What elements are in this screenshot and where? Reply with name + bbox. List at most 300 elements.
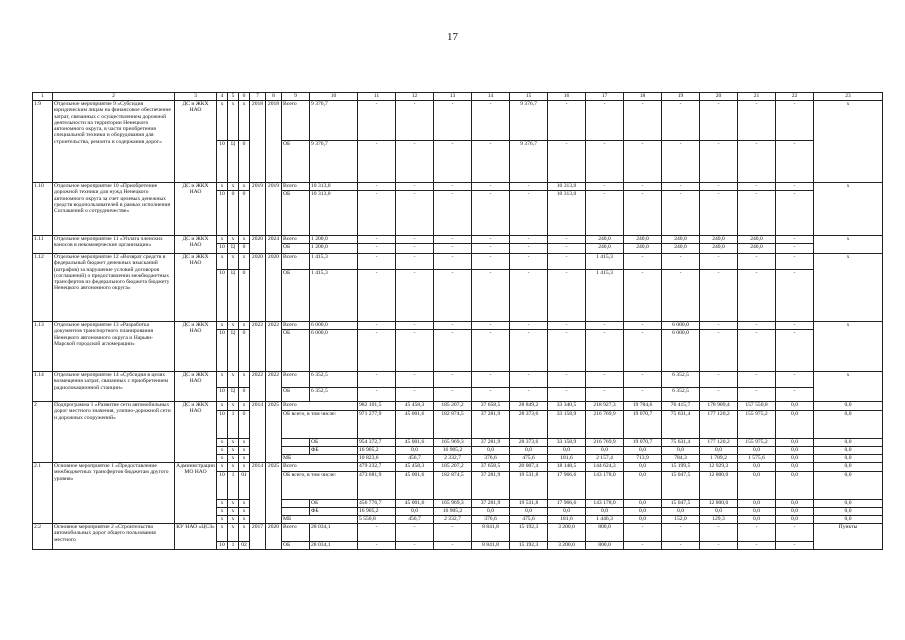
year-end: 2020 bbox=[266, 254, 282, 322]
activity-row bbox=[33, 101, 883, 141]
amount-cell: 2 332,7 bbox=[434, 455, 472, 463]
amount-cell: 0,0 bbox=[624, 500, 662, 508]
amount-cell: 76 415,7 bbox=[662, 402, 700, 411]
amount-cell: 20 007,4 bbox=[510, 463, 548, 472]
code-cell: х bbox=[228, 524, 239, 542]
indent-cell bbox=[282, 439, 310, 447]
column-number-cell: 3 bbox=[175, 93, 217, 101]
amount-cell: 45 458,3 bbox=[396, 463, 434, 472]
amount-cell: 75 631,4 bbox=[662, 411, 700, 439]
amount-cell: 0,0 bbox=[510, 447, 548, 455]
activity-name: Отдельное мероприятие 13 «Разработка документов транспортного планирования Ненецкого автономного округа и Нарьян-Марской городской агломерации» bbox=[53, 322, 175, 372]
amount-cell: 0,0 bbox=[396, 447, 434, 455]
amount-cell: - bbox=[358, 322, 396, 330]
code-cell: Ц bbox=[228, 141, 239, 183]
amount-cell: 16 905,2 bbox=[358, 447, 396, 455]
amount-cell: 5 550,8 bbox=[358, 516, 396, 524]
result-cell: х bbox=[814, 322, 883, 372]
amount-cell: - bbox=[434, 322, 472, 330]
result-cell: х bbox=[814, 101, 883, 183]
executor: ДС и ЖКХ НАО bbox=[175, 183, 217, 236]
activity-name: Основное мероприятие 1 «Предоставление межбюджетных трансфертов бюджетам другого уровня» bbox=[53, 463, 175, 524]
amount-cell: 28 373,6 bbox=[510, 439, 548, 447]
column-number-cell: 20 bbox=[700, 93, 738, 101]
funding-type: ОБ всего, в том числе: bbox=[282, 411, 358, 439]
row-number: 1.9 bbox=[33, 101, 53, 183]
amount-cell: - bbox=[776, 236, 814, 244]
amount-cell: - bbox=[548, 322, 586, 330]
column-number-cell: 4 bbox=[217, 93, 228, 101]
amount-cell: 0,0 bbox=[624, 508, 662, 516]
amount-cell: - bbox=[510, 270, 548, 322]
code-cell: 10 bbox=[217, 411, 228, 439]
amount-cell: 0,0 bbox=[700, 508, 738, 516]
amount-cell: 33 158,9 bbox=[548, 439, 586, 447]
activity-name: Отдельное мероприятие 14 «Субсидия в целях возмещения затрат, связанных с приобретением радиолокационной станции» bbox=[53, 372, 175, 402]
amount-cell: 1 200,0 bbox=[310, 244, 358, 254]
amount-cell: 0,0 bbox=[776, 516, 814, 524]
code-cell: х bbox=[239, 236, 250, 244]
column-number-cell: 11 bbox=[358, 93, 396, 101]
amount-cell: - bbox=[396, 191, 434, 236]
amount-cell: - bbox=[548, 388, 586, 402]
amount-cell: - bbox=[434, 330, 472, 372]
activity-row bbox=[33, 183, 883, 191]
amount-cell: 28 034,1 bbox=[310, 542, 358, 550]
amount-cell: - bbox=[434, 524, 472, 542]
activity-row bbox=[33, 372, 883, 388]
code-cell: х bbox=[239, 254, 250, 270]
amount-cell: 155 975,2 bbox=[738, 411, 776, 439]
funding-type: ФБ bbox=[310, 447, 358, 455]
executor: ДС и ЖКХ НАО bbox=[175, 236, 217, 254]
amount-cell: - bbox=[624, 270, 662, 322]
amount-cell: 0,0 bbox=[814, 463, 883, 472]
amount-cell: 181,6 bbox=[548, 516, 586, 524]
amount-cell: 8 841,8 bbox=[472, 542, 510, 550]
amount-cell: 1 415,3 bbox=[310, 254, 358, 270]
amount-cell: 45 001,6 bbox=[396, 411, 434, 439]
amount-cell: 6 000,0 bbox=[662, 330, 700, 372]
activity-name: Отдельное мероприятие 10 «Приобретение дорожной техники для нужд Ненецкого автономного округа за счет целевых денежных средств водопользователей в рамках исполнения Соглашений о сотрудничестве» bbox=[53, 183, 175, 236]
amount-cell: 144 624,3 bbox=[586, 463, 624, 472]
year-end: 2025 bbox=[266, 463, 282, 524]
amount-cell: - bbox=[776, 330, 814, 372]
amount-cell: - bbox=[776, 388, 814, 402]
amount-cell: 37 281,9 bbox=[472, 411, 510, 439]
code-cell: х bbox=[239, 372, 250, 388]
column-number-cell: 6 bbox=[239, 93, 250, 101]
amount-cell: - bbox=[738, 101, 776, 141]
amount-cell: - bbox=[472, 254, 510, 270]
activity-name: Подпрограмма 1 «Развитие сети автомобильных дорог местного значения, улично-дорожной сети и дорожных сооружений» bbox=[53, 402, 175, 463]
amount-cell: - bbox=[738, 254, 776, 270]
amount-cell: 37 658,5 bbox=[472, 402, 510, 411]
code-cell: х bbox=[228, 516, 239, 524]
amount-cell: - bbox=[472, 322, 510, 330]
column-number-cell: 1 bbox=[33, 93, 53, 101]
code-cell: х bbox=[239, 508, 250, 516]
amount-cell: - bbox=[434, 372, 472, 388]
amount-cell: 15 192,3 bbox=[510, 542, 548, 550]
amount-cell: 33 340,5 bbox=[548, 402, 586, 411]
amount-cell: 37 281,9 bbox=[472, 439, 510, 447]
column-number-cell: 7 bbox=[250, 93, 266, 101]
amount-cell: - bbox=[738, 542, 776, 550]
amount-cell: 0,0 bbox=[776, 500, 814, 508]
code-cell: х bbox=[228, 183, 239, 191]
amount-cell: 971 277,9 bbox=[358, 411, 396, 439]
amount-cell: - bbox=[510, 388, 548, 402]
amount-cell: - bbox=[434, 542, 472, 550]
activity-name: Отдельное мероприятие 12 «Возврат средств в федеральный бюджет денежных взысканий (штрафов) за нарушение условий договоров (соглашений) о предоставлении межбюджетных трансфертов из федерального бюджета бюджету Ненецкого автономного округа» bbox=[53, 254, 175, 322]
program-row bbox=[33, 402, 883, 411]
amount-cell: 0,0 bbox=[814, 516, 883, 524]
amount-cell: - bbox=[776, 270, 814, 322]
amount-cell: 152,0 bbox=[662, 516, 700, 524]
column-number-cell: 22 bbox=[776, 93, 814, 101]
code-cell: х bbox=[228, 447, 239, 455]
year-start: 2020 bbox=[250, 236, 266, 254]
code-cell: х bbox=[239, 402, 250, 411]
executor: КУ НАО «ЦСЗ» bbox=[175, 524, 217, 550]
activity-row bbox=[33, 254, 883, 270]
amount-cell: 15 047,5 bbox=[662, 472, 700, 500]
amount-cell: 6 352,5 bbox=[310, 372, 358, 388]
amount-cell: 10 313,0 bbox=[310, 191, 358, 236]
amount-cell: 9 376,7 bbox=[510, 101, 548, 141]
amount-cell: - bbox=[358, 101, 396, 141]
amount-cell: 37 658,5 bbox=[472, 463, 510, 472]
code-cell: 0 bbox=[228, 191, 239, 236]
year-end: 2025 bbox=[266, 402, 282, 463]
amount-cell: 1 575,6 bbox=[738, 455, 776, 463]
amount-cell: - bbox=[396, 183, 434, 191]
code-cell: 10 bbox=[217, 270, 228, 322]
year-start: 2014 bbox=[250, 402, 266, 463]
code-cell: х bbox=[217, 500, 228, 508]
funding-type: ОБ bbox=[310, 439, 358, 447]
code-cell: х bbox=[228, 236, 239, 244]
amount-cell: - bbox=[662, 270, 700, 322]
header-row bbox=[33, 93, 883, 101]
row-number: 2.2 bbox=[33, 524, 53, 550]
amount-cell: 2 332,7 bbox=[434, 516, 472, 524]
amount-cell: - bbox=[738, 270, 776, 322]
amount-cell: 28 373,6 bbox=[510, 411, 548, 439]
result-cell: Пункты bbox=[814, 524, 883, 550]
amount-cell: 0,0 bbox=[814, 411, 883, 439]
amount-cell: - bbox=[738, 141, 776, 183]
column-number-cell: 19 bbox=[662, 93, 700, 101]
table-body bbox=[33, 93, 883, 550]
amount-cell: 240,0 bbox=[738, 236, 776, 244]
funding-type: ОБ bbox=[282, 330, 310, 372]
amount-cell: - bbox=[776, 524, 814, 542]
amount-cell: 165 969,3 bbox=[434, 439, 472, 447]
amount-cell: 182 874,5 bbox=[434, 411, 472, 439]
code-cell: х bbox=[239, 455, 250, 463]
amount-cell: 0,0 bbox=[662, 447, 700, 455]
amount-cell: - bbox=[586, 322, 624, 330]
code-cell: 10 bbox=[217, 472, 228, 500]
funding-type: ОБ bbox=[282, 388, 310, 402]
amount-cell: 177 120,2 bbox=[700, 411, 738, 439]
amount-cell: - bbox=[472, 270, 510, 322]
amount-cell: 19 784,6 bbox=[624, 402, 662, 411]
amount-cell: 0,0 bbox=[814, 447, 883, 455]
amount-cell: 0,0 bbox=[700, 447, 738, 455]
indent-cell bbox=[282, 508, 310, 516]
result-cell: х bbox=[814, 372, 883, 402]
amount-cell: - bbox=[776, 244, 814, 254]
code-cell: 01 bbox=[239, 472, 250, 500]
code-cell: х bbox=[239, 516, 250, 524]
amount-cell: - bbox=[548, 236, 586, 244]
amount-cell: 0,0 bbox=[814, 402, 883, 411]
column-number-cell: 13 bbox=[434, 93, 472, 101]
amount-cell: 185 207,2 bbox=[434, 402, 472, 411]
amount-cell: - bbox=[434, 236, 472, 244]
amount-cell: 240,0 bbox=[700, 244, 738, 254]
amount-cell: 0,0 bbox=[738, 516, 776, 524]
result-cell: х bbox=[814, 183, 883, 236]
amount-cell: 0,0 bbox=[624, 463, 662, 472]
amount-cell: - bbox=[396, 524, 434, 542]
year-start: 2017 bbox=[250, 524, 266, 550]
amount-cell: - bbox=[548, 254, 586, 270]
amount-cell: - bbox=[700, 183, 738, 191]
amount-cell: - bbox=[358, 141, 396, 183]
code-cell: х bbox=[217, 524, 228, 542]
amount-cell: 0,0 bbox=[776, 411, 814, 439]
amount-cell: - bbox=[548, 372, 586, 388]
column-number-cell: 21 bbox=[738, 93, 776, 101]
amount-cell: 0,0 bbox=[624, 447, 662, 455]
code-cell: 0 bbox=[239, 411, 250, 439]
code-cell: 10 bbox=[217, 141, 228, 183]
amount-cell: 10 313,0 bbox=[548, 191, 586, 236]
amount-cell: 45 458,3 bbox=[396, 402, 434, 411]
amount-cell: 954 372,7 bbox=[358, 439, 396, 447]
amount-cell: - bbox=[472, 183, 510, 191]
amount-cell: - bbox=[548, 244, 586, 254]
code-cell: х bbox=[217, 236, 228, 244]
amount-cell: 37 281,9 bbox=[472, 500, 510, 508]
amount-cell: - bbox=[624, 524, 662, 542]
code-cell: 10 bbox=[217, 388, 228, 402]
executor: ДС и ЖКХ НАО bbox=[175, 101, 217, 183]
amount-cell: - bbox=[434, 141, 472, 183]
amount-cell: 456,7 bbox=[396, 516, 434, 524]
amount-cell: - bbox=[776, 101, 814, 141]
amount-cell: - bbox=[624, 322, 662, 330]
year-end: 2019 bbox=[266, 183, 282, 236]
code-cell: 1 bbox=[228, 472, 239, 500]
amount-cell: 16 905,2 bbox=[434, 447, 472, 455]
amount-cell: 0,0 bbox=[814, 439, 883, 447]
funding-type: ФБ bbox=[310, 508, 358, 516]
amount-cell: - bbox=[396, 388, 434, 402]
amount-cell: 181,6 bbox=[548, 455, 586, 463]
code-cell: 0 bbox=[239, 388, 250, 402]
amount-cell: 240,0 bbox=[662, 244, 700, 254]
amount-cell: 12 800,0 bbox=[700, 472, 738, 500]
amount-cell: 0,0 bbox=[814, 455, 883, 463]
code-cell: 0 bbox=[239, 191, 250, 236]
amount-cell: 0,0 bbox=[510, 508, 548, 516]
amount-cell: 157 550,8 bbox=[738, 402, 776, 411]
amount-cell: - bbox=[434, 101, 472, 141]
amount-cell: - bbox=[776, 191, 814, 236]
amount-cell: - bbox=[396, 141, 434, 183]
amount-cell: - bbox=[624, 101, 662, 141]
row-number: 1.10 bbox=[33, 183, 53, 236]
amount-cell: - bbox=[358, 542, 396, 550]
code-cell: х bbox=[228, 439, 239, 447]
amount-cell: 3 200,0 bbox=[548, 542, 586, 550]
year-end: 2022 bbox=[266, 372, 282, 402]
code-cell: 1 bbox=[228, 542, 239, 550]
activity-row bbox=[33, 322, 883, 330]
amount-cell: 15 047,5 bbox=[662, 500, 700, 508]
code-cell: х bbox=[217, 508, 228, 516]
amount-cell: - bbox=[434, 254, 472, 270]
amount-cell: - bbox=[700, 191, 738, 236]
funding-type: Всего bbox=[282, 101, 310, 141]
code-cell: 10 bbox=[217, 191, 228, 236]
indent-cell bbox=[282, 447, 310, 455]
amount-cell: - bbox=[700, 372, 738, 388]
amount-cell: 0,0 bbox=[738, 472, 776, 500]
amount-cell: 0,0 bbox=[814, 508, 883, 516]
amount-cell: 0,0 bbox=[776, 463, 814, 472]
amount-cell: 10 313,0 bbox=[548, 183, 586, 191]
amount-cell: - bbox=[624, 191, 662, 236]
amount-cell: - bbox=[738, 191, 776, 236]
amount-cell: 1 415,3 bbox=[586, 270, 624, 322]
column-number-cell: 17 bbox=[586, 93, 624, 101]
column-number-cell: 8 bbox=[266, 93, 282, 101]
amount-cell: - bbox=[738, 372, 776, 388]
amount-cell: - bbox=[624, 254, 662, 270]
code-cell: х bbox=[217, 183, 228, 191]
amount-cell: - bbox=[396, 244, 434, 254]
amount-cell: - bbox=[624, 183, 662, 191]
code-cell: Ц bbox=[228, 388, 239, 402]
column-number-cell: 14 bbox=[472, 93, 510, 101]
amount-cell: - bbox=[776, 372, 814, 388]
amount-cell: 475,6 bbox=[510, 516, 548, 524]
amount-cell: - bbox=[510, 183, 548, 191]
funding-type: ОБ bbox=[282, 244, 310, 254]
amount-cell: - bbox=[586, 191, 624, 236]
amount-cell: - bbox=[358, 191, 396, 236]
result-cell: х bbox=[814, 236, 883, 254]
amount-cell: - bbox=[396, 322, 434, 330]
amount-cell: 19 531,8 bbox=[510, 472, 548, 500]
program-table bbox=[32, 92, 883, 550]
amount-cell: - bbox=[776, 183, 814, 191]
amount-cell: 19 531,8 bbox=[510, 500, 548, 508]
amount-cell: - bbox=[662, 542, 700, 550]
code-cell: х bbox=[239, 500, 250, 508]
amount-cell: - bbox=[738, 322, 776, 330]
amount-cell: - bbox=[396, 101, 434, 141]
amount-cell: - bbox=[738, 330, 776, 372]
result-cell: х bbox=[814, 254, 883, 322]
amount-cell: 0,0 bbox=[776, 455, 814, 463]
code-cell: 0 bbox=[239, 330, 250, 372]
amount-cell: 178 909,4 bbox=[700, 402, 738, 411]
code-cell: Ц bbox=[228, 330, 239, 372]
executor: ДС и ЖКХ НАО bbox=[175, 322, 217, 372]
amount-cell: 0,0 bbox=[814, 500, 883, 508]
funding-type: МБ bbox=[282, 516, 358, 524]
amount-cell: - bbox=[472, 141, 510, 183]
amount-cell: 1 446,3 bbox=[586, 516, 624, 524]
amount-cell: 800,0 bbox=[586, 542, 624, 550]
funding-type: Всего bbox=[282, 402, 358, 411]
amount-cell: - bbox=[396, 372, 434, 388]
code-cell: х bbox=[239, 183, 250, 191]
amount-cell: 182 874,5 bbox=[434, 472, 472, 500]
amount-cell: 0,0 bbox=[586, 508, 624, 516]
column-number-cell: 16 bbox=[548, 93, 586, 101]
amount-cell: 15 192,3 bbox=[510, 524, 548, 542]
amount-cell: - bbox=[472, 330, 510, 372]
amount-cell: 0,0 bbox=[776, 402, 814, 411]
code-cell: х bbox=[217, 516, 228, 524]
code-cell: х bbox=[217, 402, 228, 411]
funding-type: ОБ bbox=[282, 270, 310, 322]
funding-type: Всего bbox=[282, 254, 310, 270]
row-number: 1.14 bbox=[33, 372, 53, 402]
funding-type: МБ bbox=[282, 455, 358, 463]
amount-cell: 456,7 bbox=[396, 455, 434, 463]
amount-cell: 6 000,0 bbox=[662, 322, 700, 330]
executor: ДС и ЖКХ НАО bbox=[175, 402, 217, 463]
executor: ДС и ЖКХ НАО bbox=[175, 254, 217, 322]
amount-cell: - bbox=[510, 236, 548, 244]
amount-cell: - bbox=[586, 372, 624, 388]
amount-cell: 0,0 bbox=[548, 447, 586, 455]
amount-cell: 0,0 bbox=[472, 447, 510, 455]
amount-cell: 16 905,2 bbox=[434, 508, 472, 516]
amount-cell: - bbox=[738, 183, 776, 191]
amount-cell: - bbox=[700, 524, 738, 542]
amount-cell: - bbox=[700, 101, 738, 141]
amount-cell: - bbox=[624, 330, 662, 372]
amount-cell: - bbox=[358, 524, 396, 542]
code-cell: х bbox=[217, 322, 228, 330]
amount-cell: 15 199,5 bbox=[662, 463, 700, 472]
code-cell: х bbox=[217, 101, 228, 141]
code-cell: х bbox=[239, 463, 250, 472]
amount-cell: 8 841,8 bbox=[472, 524, 510, 542]
amount-cell: 185 207,2 bbox=[434, 463, 472, 472]
code-cell: х bbox=[228, 500, 239, 508]
column-number-cell: 15 bbox=[510, 93, 548, 101]
funding-type: ОБ bbox=[282, 141, 310, 183]
amount-cell: 18 148,5 bbox=[548, 463, 586, 472]
amount-cell: - bbox=[700, 388, 738, 402]
amount-cell: - bbox=[510, 244, 548, 254]
code-cell: х bbox=[217, 447, 228, 455]
amount-cell: 45 001,6 bbox=[396, 439, 434, 447]
column-number-cell: 12 bbox=[396, 93, 434, 101]
amount-cell: 45 001,6 bbox=[396, 500, 434, 508]
